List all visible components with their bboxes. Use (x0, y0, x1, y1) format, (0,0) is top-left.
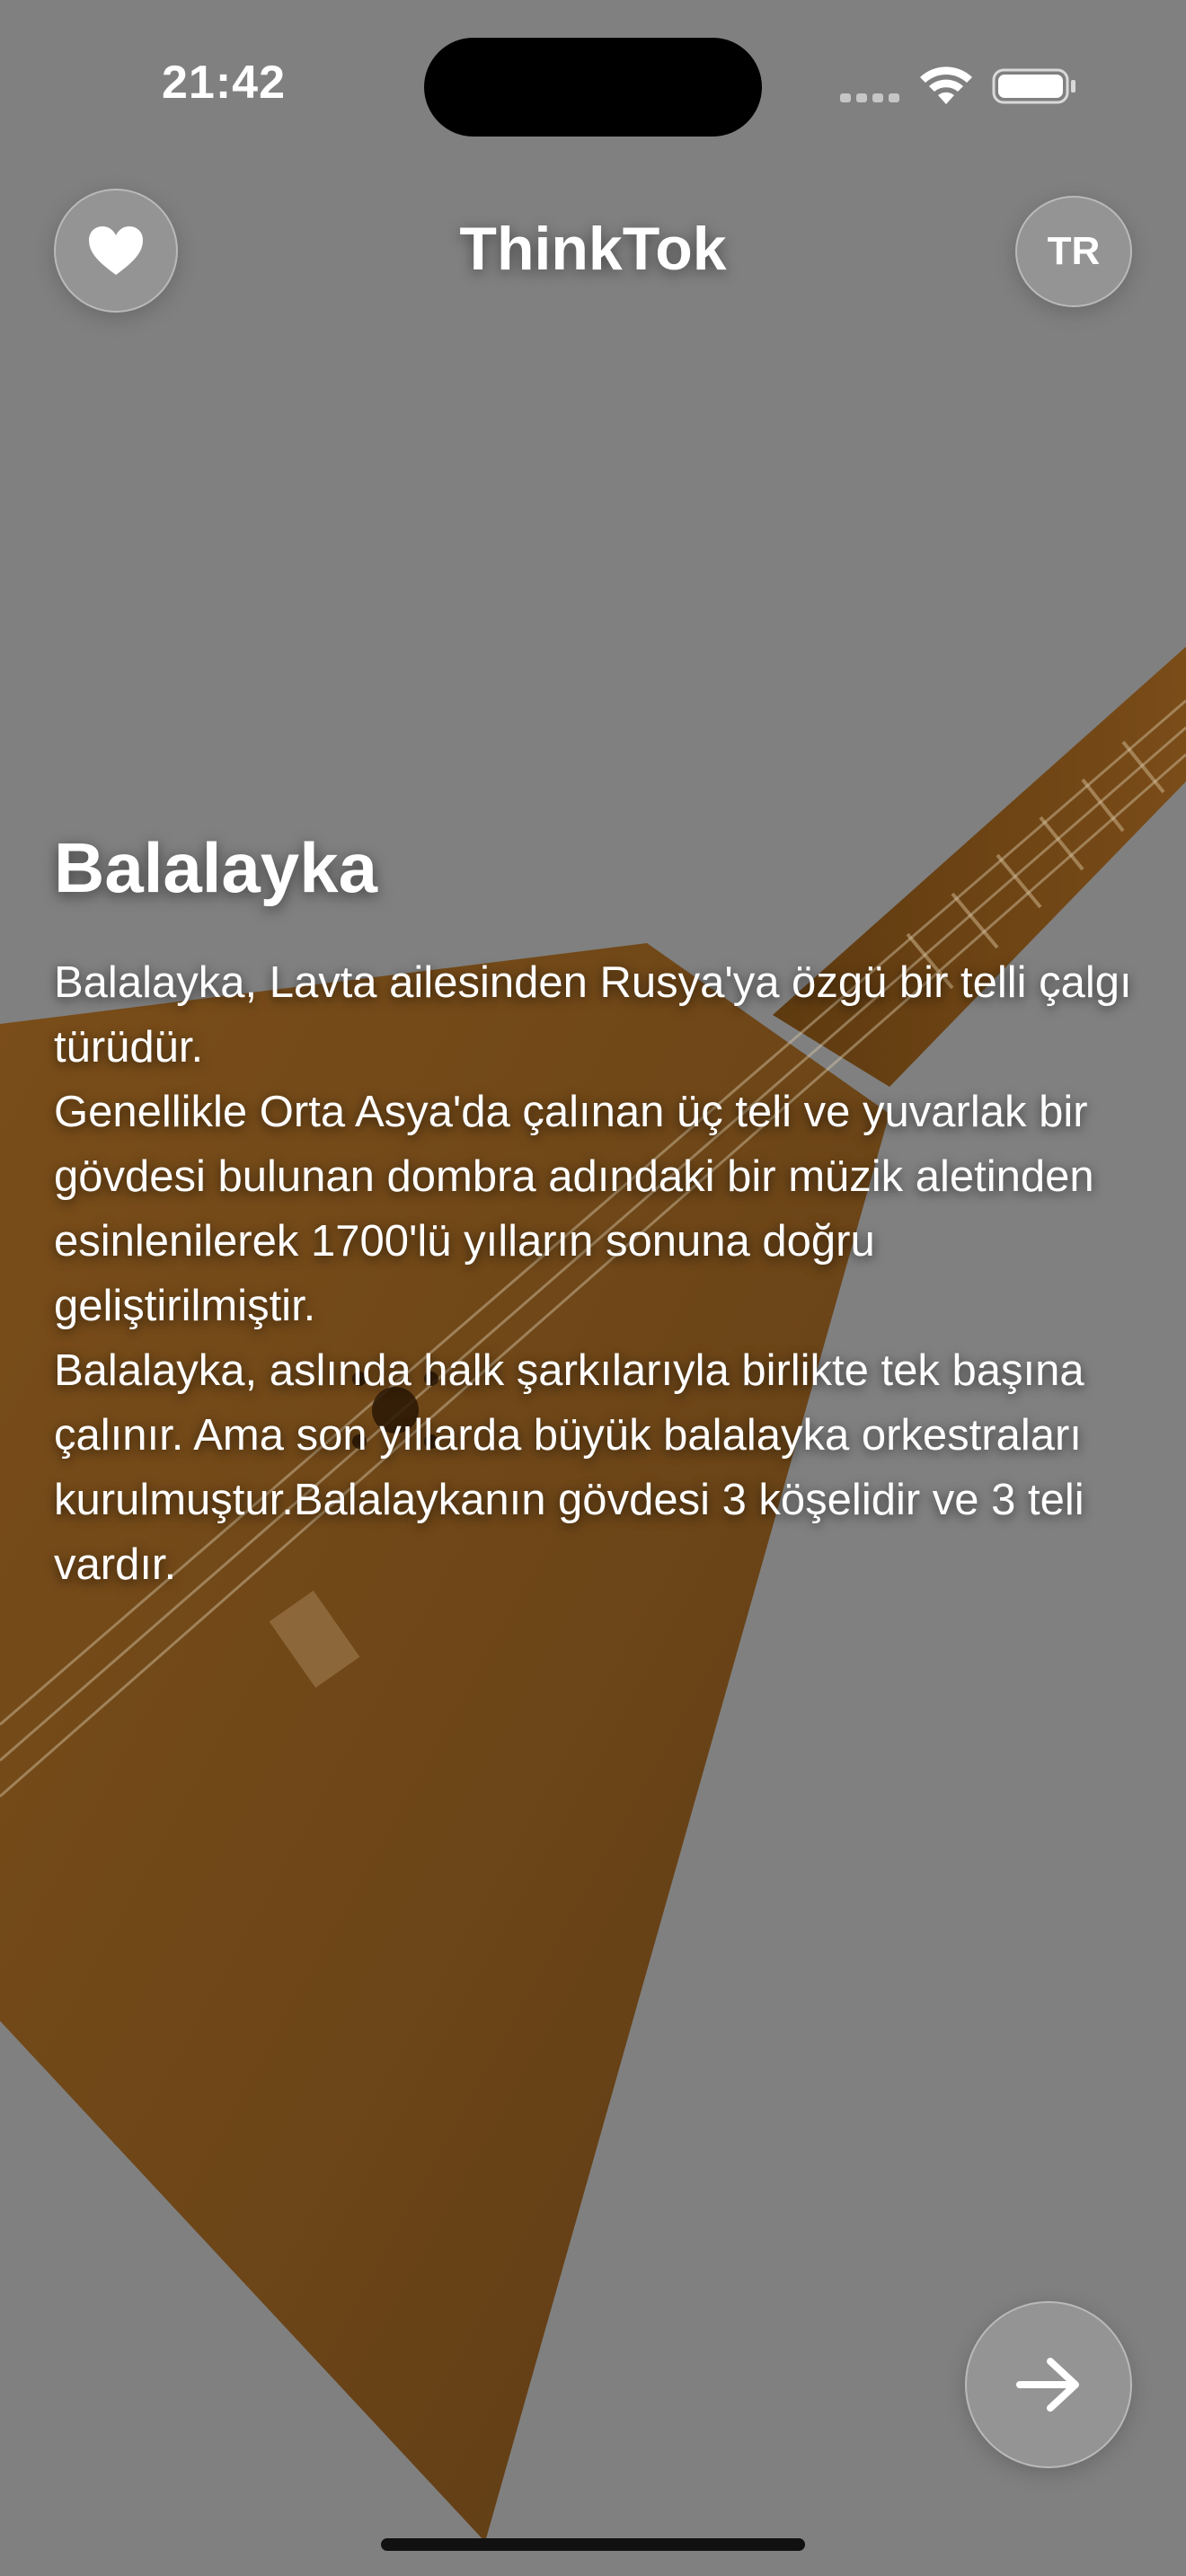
cellular-icon (840, 93, 901, 104)
topic-paragraph: Genellikle Orta Asya'da çalınan üç teli ve yuvarlak bir gövdesi bulunan dombra adındaki bir müzik aletinden esinlenilerek 1700'lü yılların sonuna doğru geliştirilmiştir. (54, 1087, 1094, 1330)
app-title: ThinkTok (459, 215, 727, 283)
home-indicator[interactable] (381, 2538, 805, 2551)
arrow-right-icon (1016, 2356, 1081, 2413)
topic-paragraph: Balalayka, Lavta ailesinden Rusya'ya özgü bir telli çalgı türüdür. (54, 957, 1132, 1072)
topic-paragraph: Balalayka, aslında halk şarkılarıyla birlikte tek başına çalınır. Ama son yıllarda büyük balalayka orkestraları kurulmuştur.Balalaykanın gövdesi 3 köşelidir ve 3 teli vardır. (54, 1345, 1084, 1589)
next-button[interactable] (965, 2301, 1132, 2468)
battery-icon (992, 66, 1078, 106)
status-time: 21:42 (162, 57, 286, 109)
language-button[interactable] (1015, 196, 1132, 307)
wifi-icon (918, 63, 974, 106)
dynamic-island (424, 38, 762, 137)
topic-description (54, 950, 1141, 1597)
topic-title: Balalayka (54, 828, 377, 907)
topic-content (54, 826, 1141, 1597)
language-label: TR (1047, 229, 1101, 273)
